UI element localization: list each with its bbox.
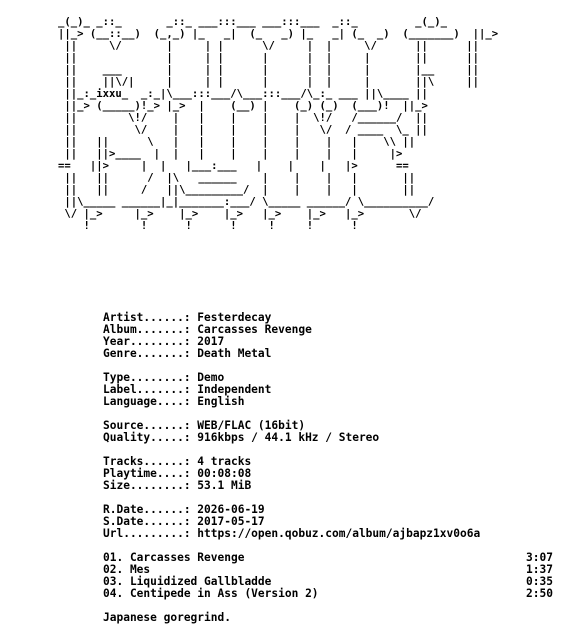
track-title: 02. Mes bbox=[103, 563, 151, 576]
ascii-art-logo: _(_)_ _::_ _::_ ___:::___ ___:::___ _::_ _(_)_ ||_> (__::__) (_,_) |_ _| (_ _) |_ _| (_ _) (_______) ||_> || \/ | | | \/ | | \/ || || || | | | | | | | || || || ___ | | | | | | | |__ || || ||\/| | | | | | | | ||\ || ||_:_ixxu_ _:_|\___:::___/\___:::___/\_:_ ___ ||\____ || ||_> (_____)!_> |_> | (__) | (_) (_) (___)! ||_> || \!/ | | | | | \!/ /______/ || || \/ | | | | | \/ / ____ \_ || || || \ | | | | | | | \\ || || ||>____ | | | | | | | | |> == ||> | | |___:___ | | | |> == || || / |\ ______ | | | | || || || / ||\_________/ | | | | || ||\_____ ______|_|_______:___/ \_____ ______/ \__________/ \/ |_> |_> |_> |_> |_> |_> |_> \/ ! ! ! ! ! ! ! bbox=[58, 16, 499, 232]
genre-line: Genre.......: Death Metal bbox=[103, 347, 272, 360]
quality-line: Quality.....: 916kbps / 44.1 kHz / Stereo bbox=[103, 431, 380, 444]
track-duration: 0:35 bbox=[526, 575, 553, 588]
track-row bbox=[103, 552, 553, 564]
type-line: Type........: Demo bbox=[103, 371, 225, 384]
source-line: Source......: WEB/FLAC (16bit) bbox=[103, 419, 306, 432]
year-line: Year........: 2017 bbox=[103, 335, 225, 348]
language-line: Language....: English bbox=[103, 395, 245, 408]
track-duration: 3:07 bbox=[526, 551, 553, 564]
artist-line: Artist......: Festerdecay bbox=[103, 311, 272, 324]
notes-line: Japanese goregrind. bbox=[103, 611, 231, 624]
track-title: 03. Liquidized Gallbladde bbox=[103, 575, 272, 588]
url-line[interactable]: Url.........: https://open.qobuz.com/album/ajbapz1xv0o6a bbox=[103, 527, 481, 540]
track-duration: 1:37 bbox=[526, 563, 553, 576]
scene-date-line: S.Date......: 2017-05-17 bbox=[103, 515, 265, 528]
track-duration: 2:50 bbox=[526, 587, 553, 600]
playtime-line: Playtime....: 00:08:08 bbox=[103, 467, 252, 480]
label-line: Label.......: Independent bbox=[103, 383, 272, 396]
tracks-line: Tracks......: 4 tracks bbox=[103, 455, 252, 468]
track-title: 01. Carcasses Revenge bbox=[103, 551, 245, 564]
release-date-line: R.Date......: 2026-06-19 bbox=[103, 503, 265, 516]
track-row bbox=[103, 588, 553, 600]
size-line: Size........: 53.1 MiB bbox=[103, 479, 252, 492]
release-info bbox=[103, 312, 553, 624]
album-line: Album.......: Carcasses Revenge bbox=[103, 323, 312, 336]
track-title: 04. Centipede in Ass (Version 2) bbox=[103, 587, 319, 600]
